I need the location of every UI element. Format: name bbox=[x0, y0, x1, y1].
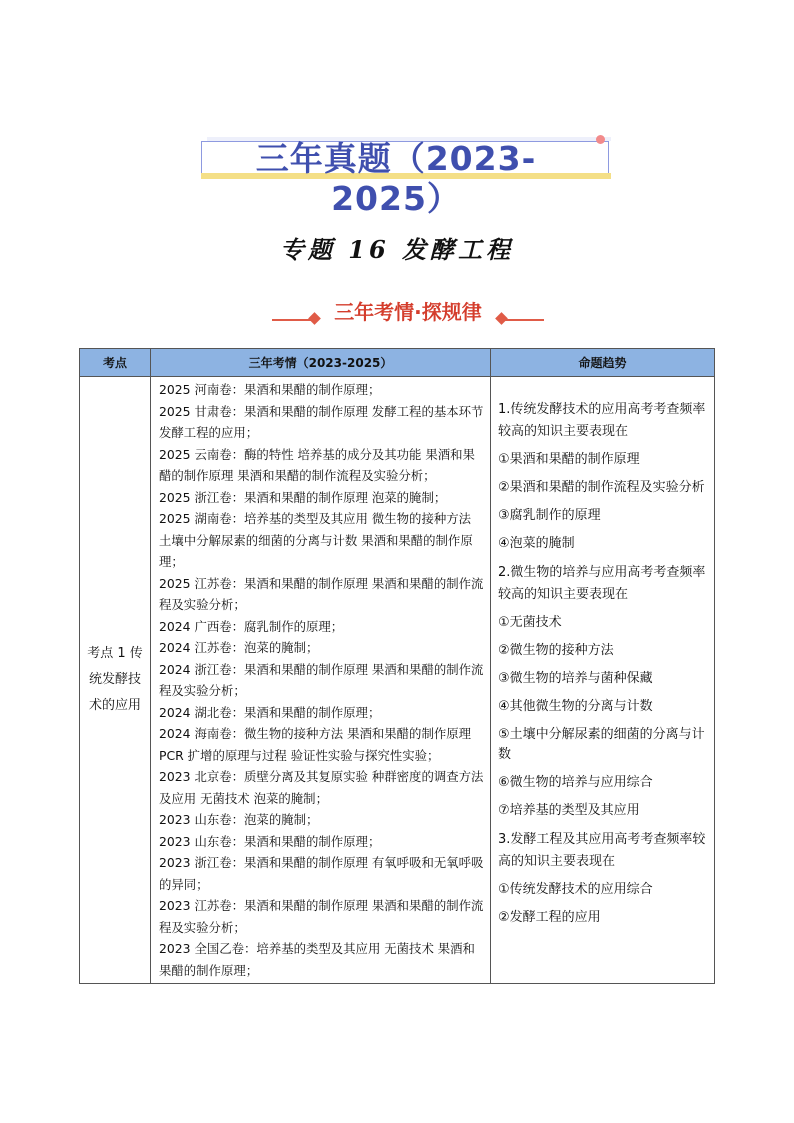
trend-item: ③微生物的培养与菌种保藏 bbox=[498, 671, 653, 686]
table-row bbox=[80, 377, 715, 984]
kaoqing-item: 2023 全国乙卷：培养基的类型及其应用 无菌技术 果酒和果醋的制作原理； bbox=[159, 941, 475, 978]
kaoqing-item: 2025 江苏卷：果酒和果醋的制作原理 果酒和果醋的制作流程及实验分析； bbox=[159, 575, 484, 612]
trend-item: ②微生物的接种方法 bbox=[498, 643, 614, 658]
trend-item: ①无菌技术 bbox=[498, 615, 562, 630]
trend-cell bbox=[491, 377, 715, 984]
kaoqing-item: 2024 浙江卷：果酒和果醋的制作原理 果酒和果醋的制作流程及实验分析； bbox=[159, 661, 484, 698]
kaoqing-item: 2024 广西卷：腐乳制作的原理； bbox=[159, 618, 344, 634]
section-heading bbox=[270, 298, 546, 328]
kaoqing-item: 2025 河南卷：果酒和果醋的制作原理； bbox=[159, 382, 381, 397]
kaodian-text: 考点 1 传统发酵技术的应用 bbox=[87, 646, 143, 713]
trend-item: ④其他微生物的分离与计数 bbox=[498, 699, 653, 714]
section-title: 三年考情·探规律 bbox=[334, 300, 482, 324]
trend-heading: 2.微生物的培养与应用高考考查频率较高的知识主要表现在 bbox=[498, 565, 706, 602]
kaoqing-item: 2024 湖北卷：果酒和果醋的制作原理； bbox=[159, 704, 381, 720]
trend-item: ⑤土壤中分解尿素的细菌的分离与计数 bbox=[498, 727, 705, 762]
trend-item: ⑥微生物的培养与应用综合 bbox=[498, 775, 653, 790]
table-header-row bbox=[80, 349, 715, 377]
kaoqing-cell bbox=[151, 377, 491, 984]
kaoqing-item: 2023 浙江卷：果酒和果醋的制作原理 有氧呼吸和无氧呼吸的异同； bbox=[159, 855, 484, 892]
kaoqing-item: 2025 甘肃卷：果酒和果醋的制作原理 发酵工程的基本环节 发酵工程的应用； bbox=[159, 403, 484, 440]
kaoqing-item: 2025 浙江卷：果酒和果醋的制作原理 泡菜的腌制； bbox=[159, 489, 447, 505]
banner-dot-icon bbox=[596, 135, 605, 144]
trend-item: ②果酒和果醋的制作流程及实验分析 bbox=[498, 480, 705, 495]
title-banner bbox=[201, 137, 611, 218]
header-kaodian: 考点 bbox=[80, 349, 151, 377]
trend-item: ⑦培养基的类型及其应用 bbox=[498, 803, 640, 818]
header-kaoqing: 三年考情（2023-2025） bbox=[151, 349, 491, 377]
header-trend: 命题趋势 bbox=[491, 349, 715, 377]
subject-title: 专题 16 发酵工程 bbox=[279, 235, 515, 264]
kaoqing-item: 2023 山东卷：泡菜的腌制； bbox=[159, 812, 319, 827]
trend-item: ①传统发酵技术的应用综合 bbox=[498, 882, 653, 897]
kaoqing-item: 2023 江苏卷：果酒和果醋的制作原理 果酒和果醋的制作流程及实验分析； bbox=[159, 898, 484, 935]
kaoqing-item: 2025 云南卷：酶的特性 培养基的成分及其功能 果酒和果醋的制作原理 果酒和果醋的制作流程及实验分析； bbox=[159, 446, 475, 483]
kaoqing-item: 2024 海南卷：微生物的接种方法 果酒和果醋的制作原理 PCR 扩增的原理与过程 验证性实验与探究性实验； bbox=[159, 726, 472, 763]
trend-item: ①果酒和果醋的制作原理 bbox=[498, 452, 640, 467]
trend-item: ②发酵工程的应用 bbox=[498, 910, 601, 925]
trend-heading: 3.发酵工程及其应用高考考查频率较高的知识主要表现在 bbox=[498, 832, 706, 869]
kaoqing-item: 2024 江苏卷：泡菜的腌制； bbox=[159, 640, 319, 655]
kaoqing-table bbox=[79, 348, 715, 984]
trend-heading: 1.传统发酵技术的应用高考考查频率较高的知识主要表现在 bbox=[498, 402, 706, 439]
divider-right bbox=[502, 319, 544, 321]
trend-item: ④泡菜的腌制 bbox=[498, 536, 575, 551]
kaodian-cell bbox=[80, 377, 151, 984]
trend-item: ③腐乳制作的原理 bbox=[498, 508, 601, 523]
kaoqing-item: 2025 湖南卷：培养基的类型及其应用 微生物的接种方法 土壤中分解尿素的细菌的分离与计数 果酒和果醋的制作原理； bbox=[159, 511, 473, 569]
banner-title: 三年真题（2023-2025） bbox=[255, 139, 537, 218]
kaoqing-item: 2023 山东卷：果酒和果醋的制作原理； bbox=[159, 833, 381, 849]
kaoqing-item: 2023 北京卷：质壁分离及其复原实验 种群密度的调查方法及应用 无菌技术 泡菜的腌制； bbox=[159, 769, 484, 806]
